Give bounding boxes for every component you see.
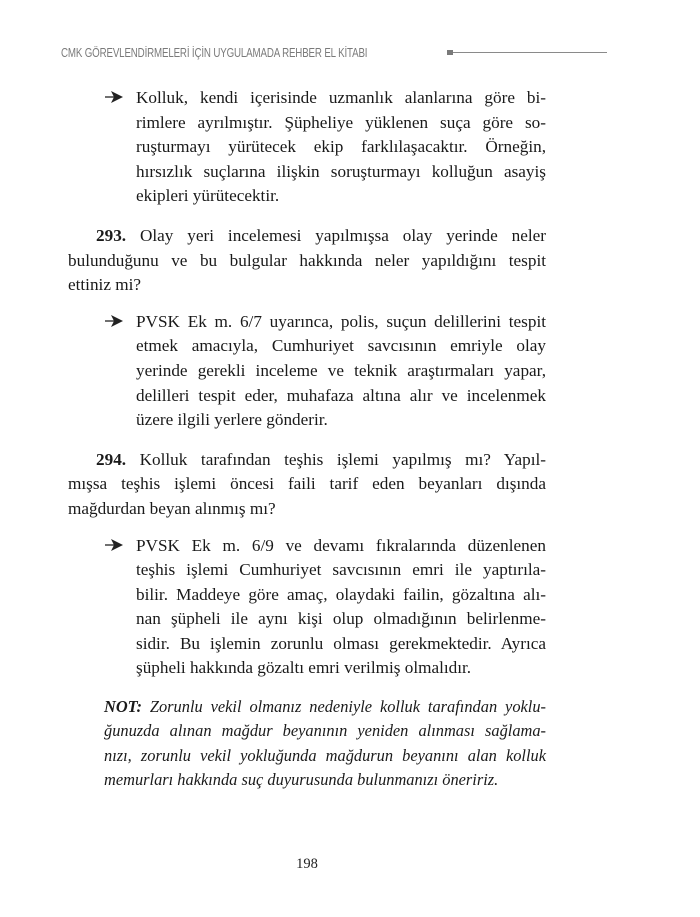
text-line: bulunduğunu ve bu bulgular hakkında neler yapıldığını tespit <box>68 250 546 270</box>
text-line: Kolluk tarafından teşhis işlemi yapılmış mı? Yapıl- <box>139 449 546 469</box>
question-number: 294. <box>96 449 127 469</box>
text-line: memurları hakkında suç duyurusunda bulunmanızı öneririz. <box>104 770 499 790</box>
question-number: 293. <box>96 225 127 245</box>
header-rule <box>453 52 607 53</box>
question-first-line <box>96 224 546 249</box>
text-line: PVSK Ek m. 6/7 uyarınca, polis, suçun delillerini tespit <box>136 311 546 331</box>
text-line: Kolluk, kendi içerisinde uzmanlık alanlarına göre bi- <box>136 88 546 107</box>
text-line: rimlere ayrılmıştır. Şüpheliye yüklenen suça göre so- <box>136 112 546 132</box>
bullet-item <box>104 310 546 433</box>
arrow-right-icon <box>104 87 126 107</box>
text-line: yerinde gerekli inceleme ve teknik araştırmaları yapar, <box>136 360 546 380</box>
text-line: mağdurdan beyan alınmış mı? <box>68 498 276 518</box>
text-line: delilleri tespit eder, muhafaza altına alır ve incelenmek <box>136 385 546 405</box>
note-label: NOT: <box>104 697 142 717</box>
running-header <box>61 43 547 63</box>
note-first-line <box>104 695 546 719</box>
bullet-item <box>104 86 546 209</box>
text-line: nızı, zorunlu vekil yokluğunda mağdurun beyanını alan kolluk <box>104 745 546 765</box>
text-line: bilir. Maddeye göre amaç, olaydaki failin, gözaltına alı- <box>136 584 546 604</box>
text-line: Zorunlu vekil olmanız nedeniyle kolluk tarafından yoklu- <box>149 697 546 717</box>
page-body <box>68 86 546 793</box>
page-number: 198 <box>296 856 318 872</box>
question-first-line <box>96 448 546 473</box>
text-line: hırsızlık suçlarına ilişkin soruşturmayı kolluğun asayiş <box>136 161 546 181</box>
text-line: ğunuzda alınan mağdur beyanının yeniden alınması sağlama- <box>104 721 546 741</box>
arrow-right-icon <box>104 311 126 331</box>
text-line: etmek amacıyla, Cumhuriyet savcısının emriyle olay <box>136 336 546 356</box>
text-line: teşhis işlemi Cumhuriyet savcısının emri ile yaptırıla- <box>136 560 546 580</box>
text-line: şüpheli hakkında gözaltı emri verilmiş olmalıdır. <box>136 658 472 678</box>
text-line: ekipleri yürütecektir. <box>136 186 280 206</box>
text-line: sidir. Bu işlemin zorunlu olması gerekmektedir. Ayrıca <box>136 633 546 653</box>
arrow-right-icon <box>104 535 126 555</box>
text-line: ettiniz mi? <box>68 275 142 295</box>
bullet-item <box>104 534 546 682</box>
text-line: nan şüpheli ile aynı kişi olup olmadığının belirlenme- <box>136 609 546 629</box>
running-title: CMK GÖREVLENDİRMELERİ İÇİN UYGULAMADA REHBER EL KİTABI <box>61 46 368 60</box>
text-line: Olay yeri incelemesi yapılmışsa olay yerinde neler <box>139 225 546 245</box>
text-line: PVSK Ek m. 6/9 ve devamı fıkralarında düzenlenen <box>136 535 546 555</box>
note-block <box>104 695 546 793</box>
text-line: mışsa teşhis işlemi öncesi faili tarif eden beyanları dışında <box>68 474 546 494</box>
text-line: üzere ilgili yerlere gönderir. <box>136 410 328 430</box>
question-294 <box>68 448 546 522</box>
text-line: ruşturmayı yürütecek ekip farklılaşacaktır. Örneğin, <box>136 137 546 157</box>
question-293 <box>68 224 546 298</box>
